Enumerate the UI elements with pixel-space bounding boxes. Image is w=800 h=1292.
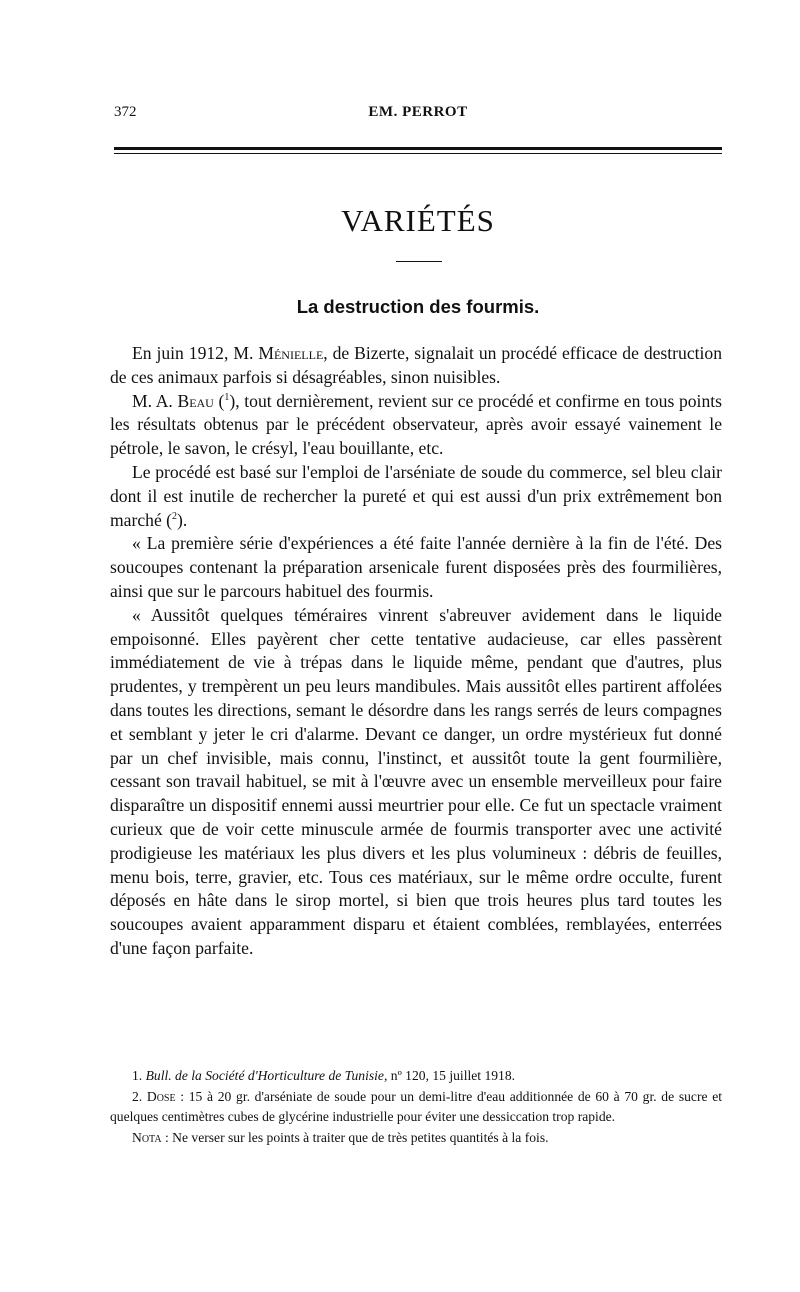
footnote-1: 1. Bull. de la Société d'Horticulture de Tunisie, nº 120, 15 juillet 1918. bbox=[132, 1068, 516, 1083]
footnote-ref-2: 2 bbox=[172, 510, 178, 522]
section-title: VARIÉTÉS bbox=[341, 203, 495, 238]
article-body bbox=[110, 342, 722, 961]
paragraph-2: M. A. Beau ($^1$), tout dernièrement, revient sur ce procédé et confirme en tous points les résultats obtenus par le précédent observateur, après avoir essayé vainement le pétrole, le savon, le crésyl, l'eau bouillante, etc. bbox=[110, 390, 722, 459]
footnote-ref-1: 1 bbox=[224, 391, 230, 403]
footnote-1-source: Bull. de la Société d'Horticulture de Tunisie bbox=[145, 1068, 384, 1083]
paragraph-1: En juin 1912, M. Ménielle, de Bizerte, signalait un procédé efficace de destruction de ces animaux parfois si désagréables, sinon nuisibles. bbox=[110, 343, 722, 387]
header-rule-thin bbox=[114, 153, 722, 154]
paragraph-5: « Aussitôt quelques téméraires vinrent s'abreuver avidement dans le liquide empoisonné. Elles payèrent cher cette tentative audacieuse, car elles passèrent immédiatement de vie à trépas dans le liquide même, pendant que d'autres, plus prudentes, y trempèrent un peu leurs mandibules. Mais aussitôt elles partirent affolées dans toutes les directions, semant le désordre dans les rangs serrés de leurs compagnes et semblant y jeter le cri d'alarme. Devant ce danger, un ordre mystérieux fut donné par un chef invisible, mais connu, l'instinct, et aussitôt toute la gent fourmilière, cessant son travail habituel, se mit à l'œuvre avec un ensemble merveilleux pour faire disparaître un dispositif ennemi aussi meurtrier pour elle. Ce fut un spectacle vraiment curieux que de voir cette minuscule armée de fourmis transporter avec une activité prodigieuse les matériaux les plus divers et les plus volumineux : débris de feuilles, menu bois, terre, gravier, etc. Tous ces matériaux, sur le même ordre occulte, furent déposés en hâte dans le sirop mortel, si bien que trois heures plus tard toutes les soucoupes avaient apparamment disparu et étaient comblées, remblayées, enterrées d'une façon parfaite. bbox=[110, 604, 722, 958]
author-name-beau: Beau bbox=[177, 390, 214, 411]
title-divider bbox=[396, 261, 442, 262]
footnotes bbox=[110, 1066, 722, 1148]
author-name-menielle: Ménielle bbox=[258, 343, 324, 363]
footnote-2-label: Dose bbox=[146, 1088, 176, 1104]
page-header bbox=[114, 104, 722, 128]
header-rule-thick bbox=[114, 147, 722, 150]
footnote-nota: Nota : Ne verser sur les points à traiter que de très petites quantités à la fois. bbox=[132, 1129, 549, 1145]
paragraph-3: Le procédé est basé sur l'emploi de l'arséniate de soude du commerce, sel bleu clair dont il est inutile de rechercher la pureté et qui est aussi d'un prix extrêmement bon marché ($^2$). bbox=[110, 461, 722, 530]
nota-label: Nota bbox=[132, 1129, 162, 1145]
page-number: 372 bbox=[114, 104, 137, 120]
paragraph-4: « La première série d'expériences a été faite l'année dernière à la fin de l'été. Des soucoupes contenant la préparation arsenicale furent disposées près des fourmilières, ainsi que sur le parcours habituel des fourmis. bbox=[110, 533, 722, 601]
footnote-2: 2. Dose : 15 à 20 gr. d'arséniate de soude pour un demi-litre d'eau additionnée de 60 à 70 gr. de sucre et quelques centimètres cubes de glycérine industrielle pour éviter une dessiccation trop rapide. bbox=[110, 1088, 722, 1124]
running-head: EM. PERROT bbox=[368, 104, 468, 120]
article-subtitle: La destruction des fourmis. bbox=[296, 296, 540, 317]
